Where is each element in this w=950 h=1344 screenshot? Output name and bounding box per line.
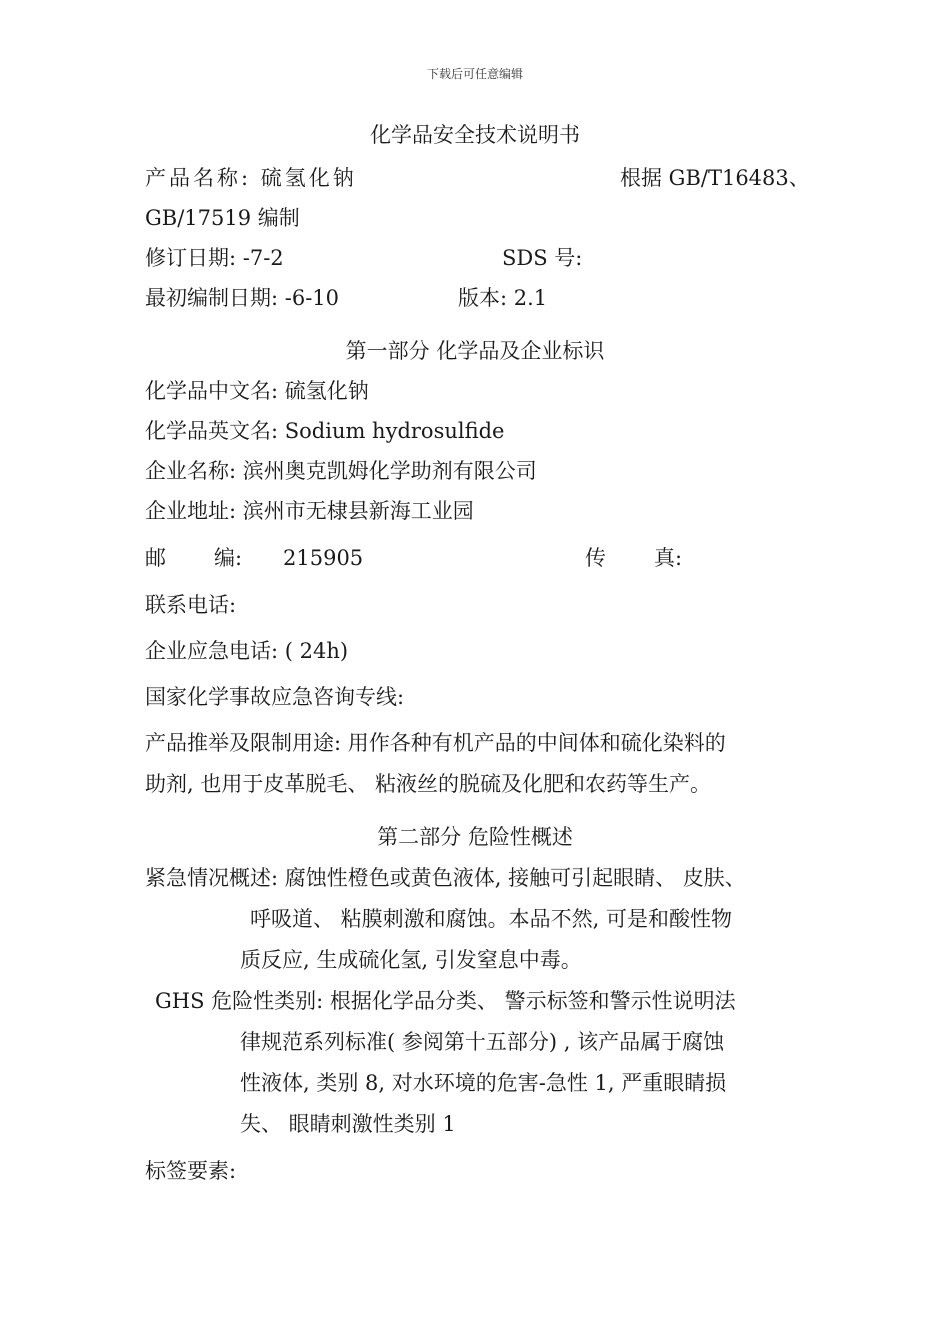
postcode-label: 邮 xyxy=(145,546,166,570)
postcode-label-2: 编: xyxy=(214,546,243,570)
fax-label-2: 真: xyxy=(654,546,683,570)
initial-date: 最初编制日期: -6-10 xyxy=(145,286,340,310)
emergency-overview-line-2: 呼吸道、 粘膜刺激和腐蚀。本品不然, 可是和酸性物 xyxy=(250,907,733,931)
company-name: 企业名称: 滨州奥克凯姆化学助剂有限公司 xyxy=(145,459,537,483)
revision-date: 修订日期: -7-2 xyxy=(145,246,284,270)
document-title: 化学品安全技术说明书 xyxy=(370,123,580,147)
ghs-category-line-2: 律规范系列标准( 参阅第十五部分) , 该产品属于腐蚀 xyxy=(240,1030,725,1054)
emergency-phone: 企业应急电话: ( 24h) xyxy=(145,639,349,663)
version: 版本: 2.1 xyxy=(458,286,548,310)
standard-basis-line-2: GB/17519 编制 xyxy=(145,206,300,230)
usage-line-2: 助剂, 也用于皮革脱毛、 粘液丝的脱硫及化肥和农药等生产。 xyxy=(145,772,712,796)
ghs-category-line-4: 失、 眼睛刺激性类别 1 xyxy=(240,1112,456,1136)
product-name-line: 产品名称: 硫氢化钠 xyxy=(145,166,357,190)
chemical-en-name: 化学品英文名: Sodium hydrosulfide xyxy=(145,419,505,443)
standard-basis-line-1: 根据 GB/T16483、 xyxy=(620,166,810,190)
header-note: 下载后可任意编辑 xyxy=(426,67,523,81)
usage-line-1: 产品推举及限制用途: 用作各种有机产品的中间体和硫化染料的 xyxy=(145,731,726,755)
contact-phone: 联系电话: xyxy=(145,593,237,617)
ghs-category-line-3: 性液体, 类别 8, 对水环境的危害-急性 1, 严重眼睛损 xyxy=(240,1071,727,1095)
label-elements: 标签要素: xyxy=(145,1159,237,1183)
company-address: 企业地址: 滨州市无棣县新海工业园 xyxy=(145,499,474,523)
ghs-category-line-1: GHS 危险性类别: 根据化学品分类、 警示标签和警示性说明法 xyxy=(155,989,736,1013)
postcode-value: 215905 xyxy=(283,546,364,570)
part1-heading: 第一部分 化学品及企业标识 xyxy=(345,339,605,363)
part2-heading: 第二部分 危险性概述 xyxy=(377,825,573,849)
sds-number: SDS 号: xyxy=(502,246,583,270)
national-hotline: 国家化学事故应急咨询专线: xyxy=(145,685,405,709)
emergency-overview-line-1: 紧急情况概述: 腐蚀性橙色或黄色液体, 接触可引起眼睛、 皮肤、 xyxy=(145,866,746,890)
emergency-overview-line-3: 质反应, 生成硫化氢, 引发窒息中毒。 xyxy=(240,948,582,972)
chemical-cn-name: 化学品中文名: 硫氢化钠 xyxy=(145,379,369,403)
fax-label: 传 xyxy=(585,546,606,570)
